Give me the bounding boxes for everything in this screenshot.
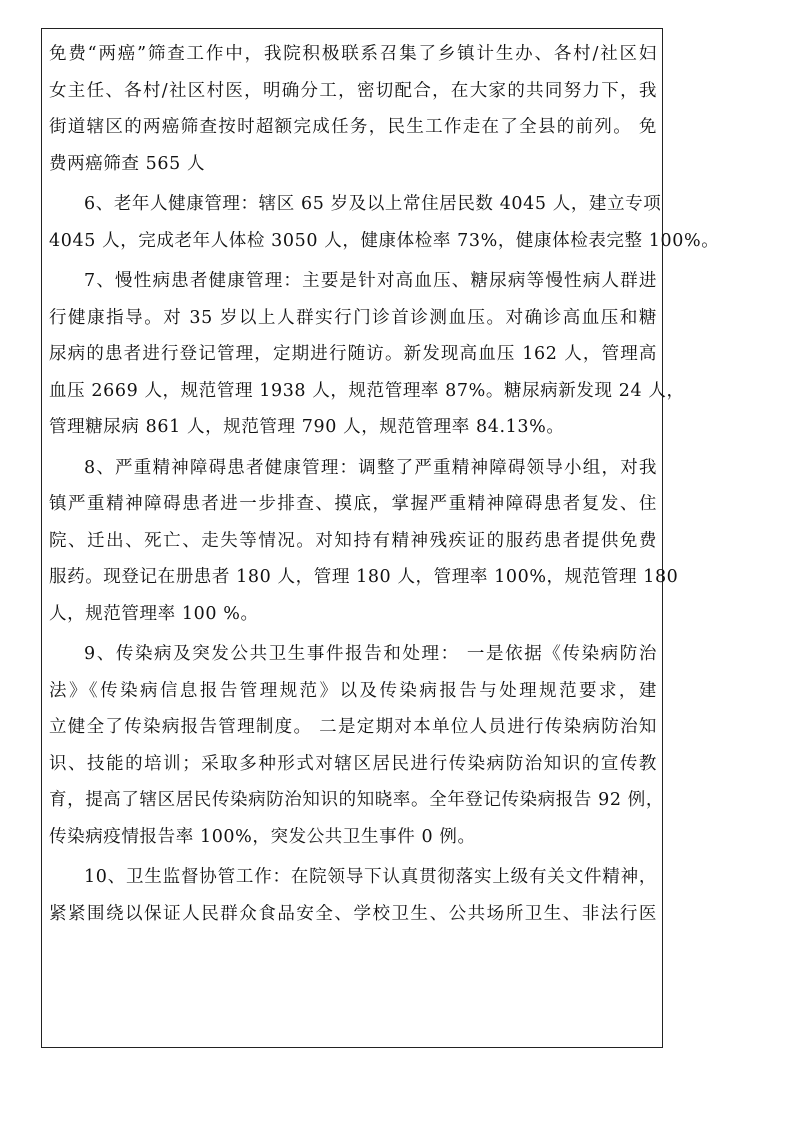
text-line: 血压 2669 人，规范管理 1938 人，规范管理率 87%。糖尿病新发现 24 人， xyxy=(49,380,685,401)
paragraph-chronic-disease xyxy=(49,263,685,446)
text-line: 育，提高了辖区居民传染病防治知识的知晓率。全年登记传染病报告 92 例， xyxy=(49,790,664,810)
paragraph-elderly-health xyxy=(49,186,720,259)
text-line: 服药。现登记在册患者 180 人，管理 180 人，管理率 100%，规范管理 180 xyxy=(49,567,679,587)
text-line: 女主任、各村/社区村医，明确分工，密切配合，在大家的共同努力下，我 xyxy=(49,80,657,101)
text-line: 传染病疫情报告率 100%，突发公共卫生事件 0 例。 xyxy=(49,826,476,847)
text-line: 镇严重精神障碍患者进一步排查、摸底，掌握严重精神障碍患者复发、住 xyxy=(49,494,657,514)
paragraph-infectious-disease xyxy=(49,636,664,855)
text-line: 立健全了传染病报告管理制度。 二是定期对本单位人员进行传染病防治知 xyxy=(49,717,657,737)
text-line: 6、老年人健康管理：辖区 65 岁及以上常住居民数 4045 人，建立专项 xyxy=(84,194,662,214)
text-line: 7、慢性病患者健康管理：主要是针对高血压、糖尿病等慢性病人群进 xyxy=(84,271,657,291)
paragraph-health-supervision xyxy=(49,859,657,932)
text-line: 识、技能的培训；采取多种形式对辖区居民进行传染病防治知识的宣传教 xyxy=(49,753,657,774)
text-line: 费两癌筛查 565 人 xyxy=(49,153,206,174)
text-line: 院、迁出、死亡、走失等情况。对知持有精神残疾证的服药患者提供免费 xyxy=(49,530,657,551)
paragraph-screening-continued xyxy=(49,36,657,182)
text-line: 4045 人，完成老年人体检 3050 人，健康体检率 73%，健康体检表完整 100%。 xyxy=(49,230,720,251)
text-line: 行健康指导。对 35 岁以上人群实行门诊首诊测血压。对确诊高血压和糖 xyxy=(49,307,657,328)
text-line: 10、卫生监督协管工作：在院领导下认真贯彻落实上级有关文件精神， xyxy=(84,867,657,887)
text-line: 管理糖尿病 861 人，规范管理 790 人，规范管理率 84.13%。 xyxy=(49,417,565,437)
text-line: 紧紧围绕以保证人民群众食品安全、学校卫生、公共场所卫生、非法行医 xyxy=(49,903,657,924)
text-line: 免费“两癌”筛查工作中，我院积极联系召集了乡镇计生办、各村/社区妇 xyxy=(49,44,657,64)
text-line: 8、严重精神障碍患者健康管理：调整了严重精神障碍领导小组，对我 xyxy=(84,457,657,478)
document-body xyxy=(49,36,720,936)
paragraph-mental-health xyxy=(49,450,679,633)
text-line: 法》《传染病信息报告管理规范》以及传染病报告与处理规范要求，建 xyxy=(49,680,657,701)
text-line: 街道辖区的两癌筛查按时超额完成任务，民生工作走在了全县的前列。 免 xyxy=(49,117,657,137)
text-line: 9、传染病及突发公共卫生事件报告和处理： 一是依据《传染病防治 xyxy=(84,644,657,664)
text-line: 尿病的患者进行登记管理，定期进行随访。新发现高血压 162 人，管理高 xyxy=(49,344,657,364)
text-line: 人，规范管理率 100 %。 xyxy=(49,603,259,624)
